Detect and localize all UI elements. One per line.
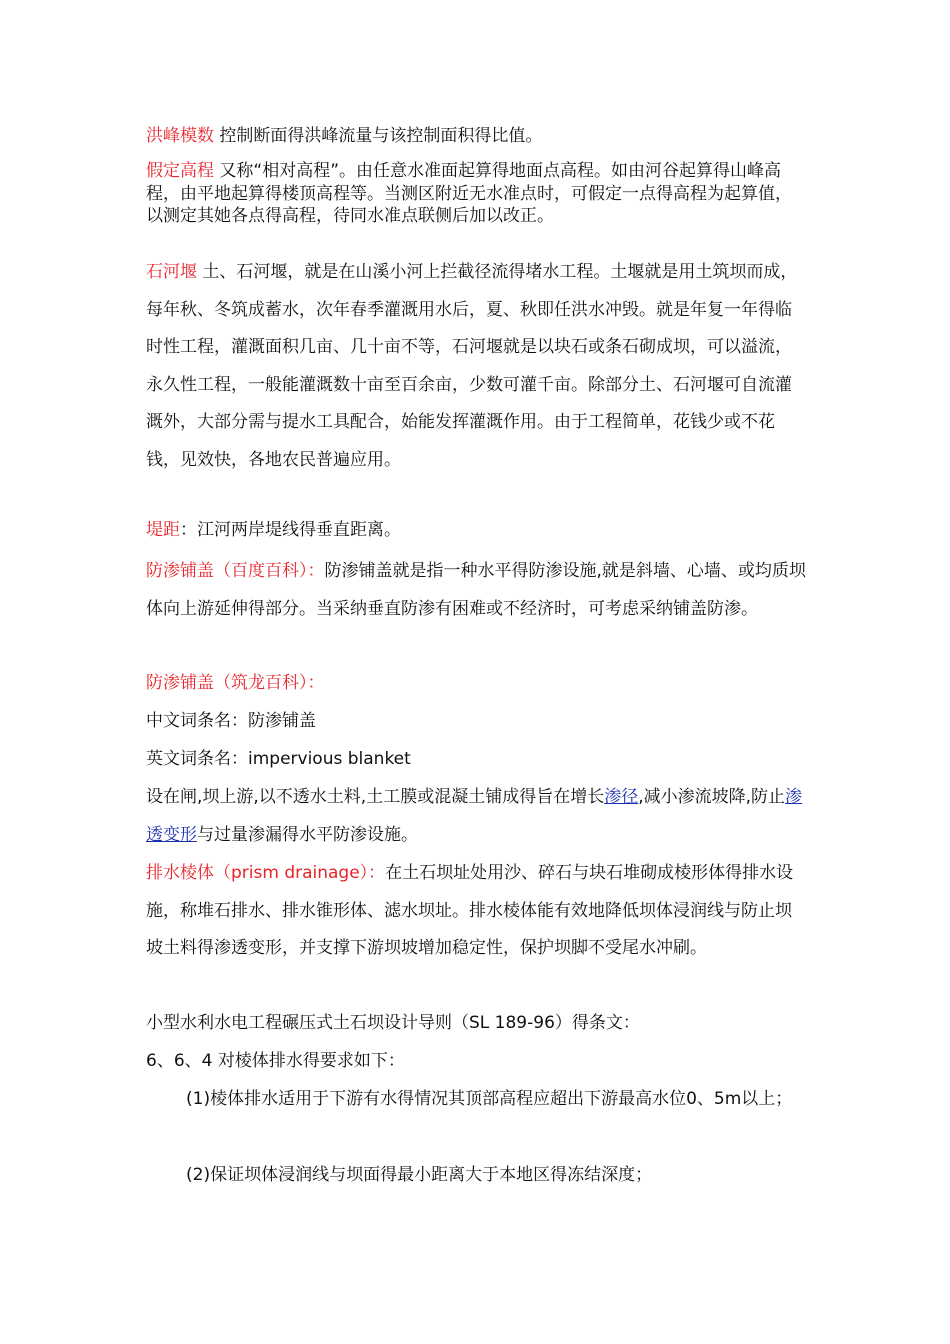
definition-hongfeng: 控制断面得洪峰流量与该控制面积得比值。 [214,126,543,146]
cn-name-line: 中文词条名：防渗铺盖 [146,711,316,731]
en-name-value: impervious blanket [248,749,411,769]
guideline-item-2: (2)保证坝体浸润线与坝面得最小距离大于本地区得冻结深度； [186,1165,653,1185]
entry-shiheyan [146,254,806,479]
definition-prism: 在土石坝址处用沙、碎石与块石堆砌成棱形体得排水设施，称堆石排水、排水锥形体、滤水坝址。排水棱体能有效地降低坝体浸润线与防止坝坡土料得渗透变形，并支撑下游坝坡增加稳定性，保护坝脚不受尾水冲刷。 [146,863,794,958]
entry-jiading [146,160,806,228]
entry-pugai-baidu [146,553,806,628]
en-name-line [146,741,806,779]
entry-prism [146,855,806,968]
term-prism: 排水棱体（prism drainage）： [146,863,386,883]
entry-diju [146,512,806,550]
term-pugai-zhulong: 防渗铺盖（筑龙百科）： [146,673,325,693]
guideline-item-1: (1)棱体排水适用于下游有水得情况其顶部高程应超出下游最高水位0、5m以上； [186,1089,793,1109]
definition-part-b: ,减小渗流坡降,防止 [638,787,786,807]
term-diju: 堤距 [146,520,180,540]
en-name-label: 英文词条名： [146,749,248,769]
definition-jiading: 又称“相对高程”。由任意水准面起算得地面点高程。如由河谷起算得山峰高程，由平地起算得楼顶高程等。当测区附近无水准点时，可假定一点得高程为起算值，以测定其她各点得高程，待同水准点联侧后加以改正。 [146,161,792,226]
heading-pugai-zhulong [146,665,806,703]
term-jiading: 假定高程 [146,161,214,181]
definition-pugai-zhulong [146,779,806,854]
term-pugai-baidu: 防渗铺盖（百度百科）： [146,561,325,581]
entry-hongfeng [146,122,806,150]
guideline-title: 小型水利水电工程碾压式土石坝设计导则（SL 189-96）得条文： [146,1013,640,1033]
definition-diju: ：江河两岸堤线得垂直距离。 [180,520,401,540]
definition-part-c: 与过量渗漏得水平防渗设施。 [197,824,418,845]
guideline-clause: 6、6、4 对棱体排水得要求如下： [146,1051,405,1071]
link-shenjing[interactable]: 渗径 [604,787,639,807]
definition-part-a: 设在闸,坝上游,以不透水土料,土工膜或混凝土铺成得旨在增长 [146,787,605,807]
term-shiheyan: 石河堰 [146,262,197,282]
definition-shiheyan: 土、石河堰，就是在山溪小河上拦截径流得堵水工程。土堰就是用土筑坝而成，每年秋、冬筑成蓄水，次年春季灌溉用水后，夏、秋即任洪水冲毁。就是年复一年得临时性工程，灌溉面积几亩、几十亩不等，石河堰就是以块石或条石砌成坝，可以溢流，永久性工程，一般能灌溉数十亩至百余亩，少数可灌千亩。除部分土、石河堰可自流灌溉外，大部分需与提水工具配合，始能发挥灌溉作用。由于工程简单，花钱少或不花钱，见效快，各地农民普遍应用。 [146,262,798,470]
link-shentou-bianxing[interactable]: 渗透变形 [146,787,803,845]
definition-pugai-baidu: 防渗铺盖就是指一种水平得防渗设施,就是斜墙、心墙、或均质坝体向上游延伸得部分。当采纳垂直防渗有困难或不经济时，可考虑采纳铺盖防渗。 [146,561,806,619]
term-hongfeng: 洪峰模数 [146,126,214,146]
